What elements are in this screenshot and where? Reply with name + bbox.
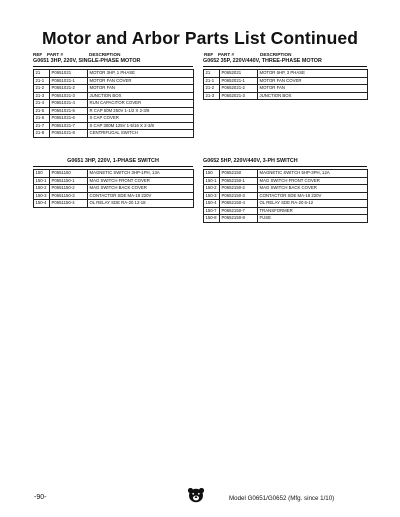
ref-header: REF [204, 52, 214, 57]
ref-cell: 150-3 [204, 192, 220, 200]
section-rule [33, 66, 193, 67]
description-header: DESCRIPTION [89, 52, 121, 57]
ref-cell: 21-4 [34, 100, 50, 108]
section-rule [203, 166, 367, 167]
section-title: G0651 3HP, 220V, 1-PHASE SWITCH [67, 158, 159, 164]
table-row [34, 77, 194, 85]
description-cell: MOTOR FAN COVER [258, 77, 368, 85]
ref-header: REF [33, 52, 43, 57]
table-row [204, 170, 368, 178]
part-number-cell: P0651150-2 [50, 185, 88, 193]
ref-cell: 150-2 [34, 185, 50, 193]
parts-table [203, 169, 368, 223]
description-header: DESCRIPTION [260, 52, 292, 57]
description-cell: MAG SWITCH BACK COVER [258, 185, 368, 193]
section-rule [203, 66, 367, 67]
section-rule [33, 166, 193, 167]
part-number-cell: P0652150-8 [220, 215, 258, 223]
table-row [34, 100, 194, 108]
table-row [204, 77, 368, 85]
table-row [34, 200, 194, 208]
parts-table [33, 169, 194, 208]
table-row [204, 85, 368, 93]
description-cell: FUSE [258, 215, 368, 223]
ref-cell: 21 [34, 70, 50, 78]
description-cell: RUN CAPACITOR COVER [88, 100, 194, 108]
section-title: G0651 3HP, 220V, SINGLE-PHASE MOTOR [33, 58, 141, 64]
description-cell: JUNCTION BOX [88, 92, 194, 100]
ref-cell: 21-2 [204, 85, 220, 93]
part-number-cell: P0651021 [50, 70, 88, 78]
section-g0652-motor [203, 58, 367, 100]
description-cell: CENTRIFUGAL SWITCH [88, 130, 194, 138]
page-number: -90- [34, 494, 47, 501]
section-g0652-switch [203, 158, 367, 223]
table-row [34, 107, 194, 115]
table-row [204, 177, 368, 185]
table-row [204, 185, 368, 193]
description-cell: MAG SWITCH BACK COVER [88, 185, 194, 193]
table-row [34, 185, 194, 193]
part-number-cell: P0651021-8 [50, 130, 88, 138]
ref-cell: 150-4 [204, 200, 220, 208]
model-footer: Model G0651/G0652 (Mfg. since 1/10) [229, 495, 335, 502]
table-row [34, 122, 194, 130]
description-cell: MOTOR FAN [88, 85, 194, 93]
part-number-cell: P0651021-2 [50, 85, 88, 93]
parts-table [203, 69, 368, 100]
description-cell: MAG SWITCH FRONT COVER [88, 177, 194, 185]
ref-cell: 150 [204, 170, 220, 178]
part-number-cell: P0652021-2 [220, 85, 258, 93]
ref-cell: 150-1 [204, 177, 220, 185]
table-row [34, 192, 194, 200]
description-cell: MOTOR 5HP, 3 PHASE [258, 70, 368, 78]
part-header: PART # [47, 52, 63, 57]
ref-cell: 21 [204, 70, 220, 78]
table-row [34, 177, 194, 185]
ref-cell: 150-3 [34, 192, 50, 200]
section-title: G0652 35P, 220V/440V, THREE-PHASE MOTOR [203, 58, 322, 64]
part-number-cell: P0651150-1 [50, 177, 88, 185]
table-row [34, 70, 194, 78]
section-g0651-motor [33, 58, 193, 138]
table-row [204, 200, 368, 208]
part-number-cell: P0651021-7 [50, 122, 88, 130]
part-number-cell: P0652150-3 [220, 192, 258, 200]
ref-cell: 21-3 [204, 92, 220, 100]
table-row [204, 192, 368, 200]
description-cell: JUNCTION BOX [258, 92, 368, 100]
section-g0651-switch [33, 158, 193, 208]
part-number-cell: P0651150-4 [50, 200, 88, 208]
description-cell: TRANSFORMER [258, 207, 368, 215]
table-row [34, 85, 194, 93]
description-cell: MOTOR FAN [258, 85, 368, 93]
ref-cell: 21-1 [34, 77, 50, 85]
part-number-cell: P0651021-4 [50, 100, 88, 108]
table-row [34, 130, 194, 138]
part-number-cell: P0652150-1 [220, 177, 258, 185]
section-title: G0652 5HP, 220V/440V, 3-PH SWITCH [203, 158, 298, 164]
ref-cell: 150-8 [204, 215, 220, 223]
ref-cell: 21-6 [34, 115, 50, 123]
part-number-cell: P0652150-7 [220, 207, 258, 215]
description-cell: R CAP 50M 250V 1-1/2 X 2-3/8 [88, 107, 194, 115]
ref-cell: 150 [34, 170, 50, 178]
description-cell: OL RELAY SDE RA-20 12-18 [88, 200, 194, 208]
part-number-cell: P0651021-5 [50, 107, 88, 115]
part-number-cell: P0652021 [220, 70, 258, 78]
part-number-cell: P0651021-1 [50, 77, 88, 85]
grizzly-bear-logo-icon [187, 487, 205, 503]
table-row [204, 215, 368, 223]
description-cell: CONTACTOR SDE MA-18 220V [88, 192, 194, 200]
part-number-cell: P0651021-3 [50, 92, 88, 100]
part-number-cell: P0652150 [220, 170, 258, 178]
description-cell: MAGNETIC SWITCH 5HP-3PH, 12A [258, 170, 368, 178]
part-number-cell: P0651150 [50, 170, 88, 178]
description-cell: MAG SWITCH FRONT COVER [258, 177, 368, 185]
ref-cell: 150-1 [34, 177, 50, 185]
description-cell: CONTACTOR SDE MA-18 220V [258, 192, 368, 200]
description-cell: MAGNETIC SWITCH 3HP-1PH, 13A [88, 170, 194, 178]
table-row [204, 70, 368, 78]
ref-cell: 21-1 [204, 77, 220, 85]
description-cell: MOTOR 3HP, 1 PHASE [88, 70, 194, 78]
part-header: PART # [218, 52, 234, 57]
parts-table [33, 69, 194, 138]
ref-cell: 21-3 [34, 92, 50, 100]
description-cell: S CAP COVER [88, 115, 194, 123]
ref-cell: 21-7 [34, 122, 50, 130]
part-number-cell: P0651150-3 [50, 192, 88, 200]
part-number-cell: P0652150-4 [220, 200, 258, 208]
ref-cell: 21-8 [34, 130, 50, 138]
table-row [34, 115, 194, 123]
part-number-cell: P0652021-3 [220, 92, 258, 100]
description-cell: OL RELAY SDE RA-20 6-12 [258, 200, 368, 208]
ref-cell: 21-2 [34, 85, 50, 93]
ref-cell: 21-5 [34, 107, 50, 115]
table-row [34, 92, 194, 100]
ref-cell: 150-7 [204, 207, 220, 215]
part-number-cell: P0652021-1 [220, 77, 258, 85]
table-row [204, 207, 368, 215]
ref-cell: 150-4 [34, 200, 50, 208]
part-number-cell: P0652150-2 [220, 185, 258, 193]
ref-cell: 150-2 [204, 185, 220, 193]
description-cell: S CAP 300M 125V 1-5/16 X 2-3/8 [88, 122, 194, 130]
description-cell: MOTOR FAN COVER [88, 77, 194, 85]
page-title: Motor and Arbor Parts List Continued [41, 28, 358, 48]
table-row [204, 92, 368, 100]
table-row [34, 170, 194, 178]
part-number-cell: P0651021-6 [50, 115, 88, 123]
